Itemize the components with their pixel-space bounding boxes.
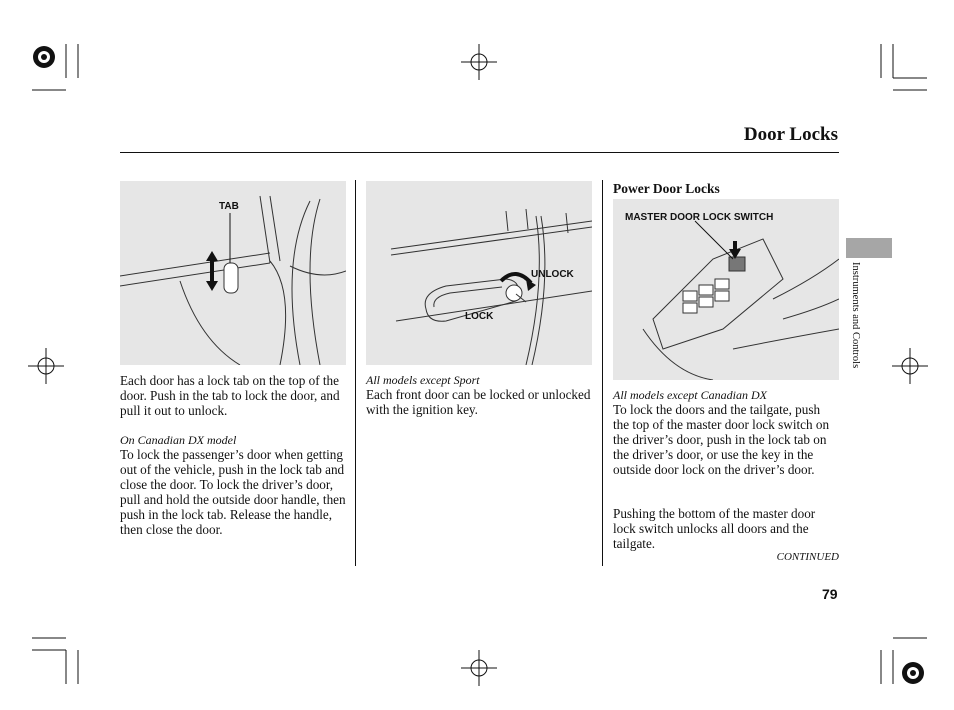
paragraph: Pushing the bottom of the master door lock switch unlocks all doors and the tailgate.	[613, 506, 816, 551]
header-rule	[120, 152, 839, 153]
caption: All models except Canadian DX	[613, 388, 767, 402]
paragraph: Each front door can be locked or unlocked with the ignition key.	[366, 387, 591, 417]
column-divider	[355, 180, 356, 566]
page-title: Door Locks	[743, 124, 838, 145]
caption: All models except Sport	[366, 373, 480, 387]
paragraph: Each door has a lock tab on the top of the door. Push in the tab to lock the door, and pull it out to unlock.	[120, 373, 340, 418]
figure-label-unlock: UNLOCK	[531, 269, 574, 280]
column-divider	[602, 180, 603, 566]
figure-label-tab: TAB	[219, 201, 239, 212]
section-tab	[846, 238, 892, 258]
caption: On Canadian DX model	[120, 433, 237, 447]
continued-note: CONTINUED	[776, 551, 839, 563]
section-heading: Power Door Locks	[613, 181, 720, 196]
paragraph: To lock the doors and the tailgate, push the top of the master door lock switch on the driver’s door, push in the lock tab on the driver’s door, or use the key in the outside door lock on the driver’s door.	[613, 402, 830, 477]
master-switch-illustration	[613, 199, 839, 380]
paragraph: To lock the passenger’s door when getting out of the vehicle, push in the lock tab and close the door. To lock the driver’s door, pull and hold the outside door handle, then push in the lock tab. Release the handle, then close the door.	[120, 447, 346, 537]
figure-label-master-switch: MASTER DOOR LOCK SWITCH	[625, 212, 774, 223]
section-tab-text: Instruments and Controls	[850, 262, 861, 369]
figure-label-lock: LOCK	[465, 311, 494, 322]
master-switch-drawing	[613, 199, 839, 380]
section-tab-label	[847, 262, 867, 407]
page-number: 79	[822, 586, 838, 602]
